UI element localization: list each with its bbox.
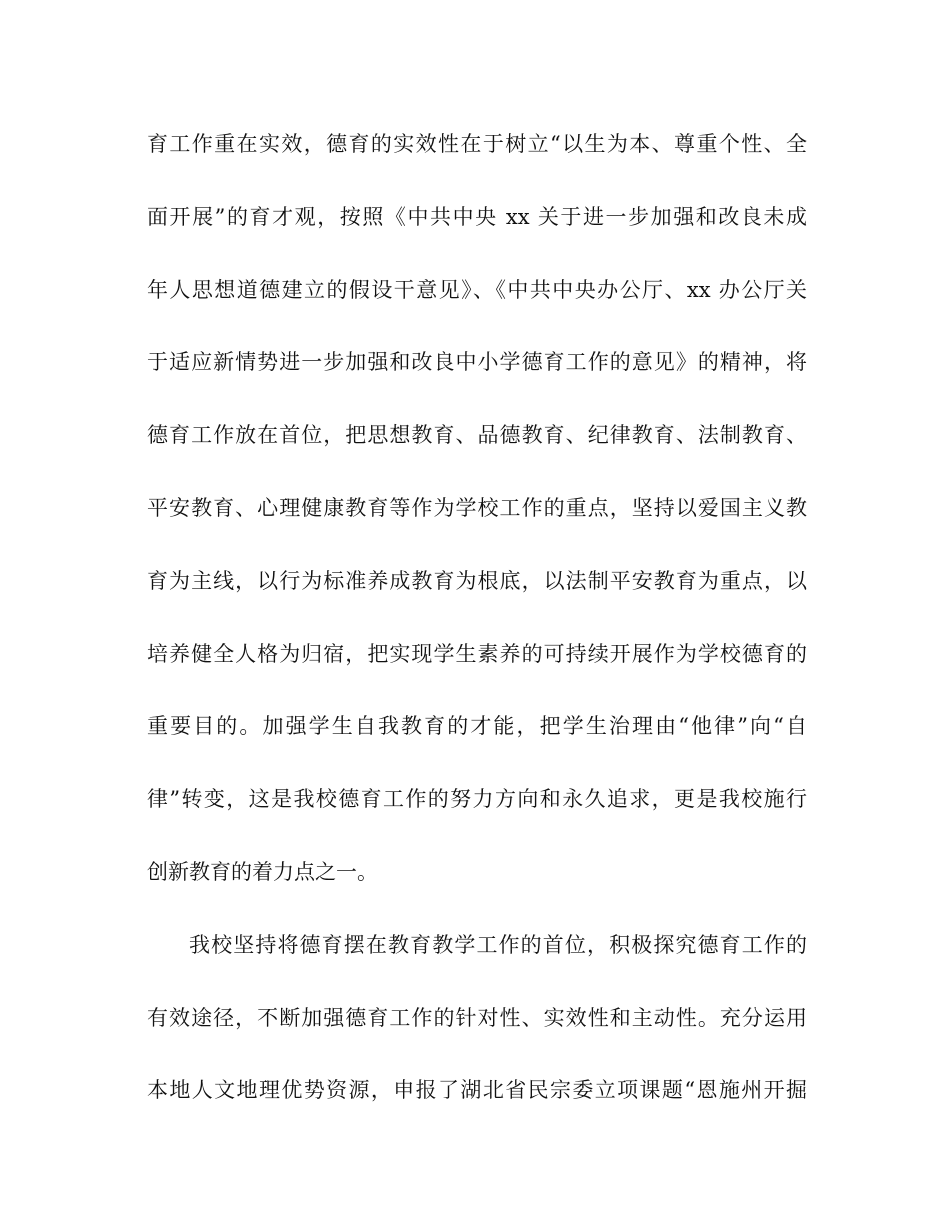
paragraph-line: 于适应新情势进一步加强和改良中小学德育工作的意见》的精神，将: [147, 350, 807, 375]
paragraph-line: 重要目的。加强学生自我教育的才能，把学生治理由“他律”向“自: [147, 714, 807, 739]
paragraph-line: 平安教育、心理健康教育等作为学校工作的重点，坚持以爱国主义教: [147, 495, 807, 520]
paragraph-line: 面开展”的育才观，按照《中共中央 xx 关于进一步加强和改良未成: [147, 204, 807, 229]
paragraph-line: 我校坚持将德育摆在教育教学工作的首位，积极探究德育工作的: [189, 932, 807, 957]
paragraph-2: [147, 919, 807, 1137]
paragraph-line: 创新教育的着力点之一。: [147, 859, 378, 884]
paragraph-line: 年人思想道德建立的假设干意见》、《中共中央办公厅、xx 办公厅关: [147, 277, 807, 302]
paragraph-line: 律”转变，这是我校德育工作的努力方向和永久追求，更是我校施行: [147, 787, 807, 812]
paragraph-1: [147, 118, 807, 919]
paragraph-line: 有效途径，不断加强德育工作的针对性、实效性和主动性。充分运用: [147, 1005, 807, 1030]
paragraph-line: 本地人文地理优势资源，申报了湖北省民宗委立项课题“恩施州开掘: [147, 1078, 807, 1103]
paragraph-line: 育为主线，以行为标准养成教育为根底，以法制平安教育为重点，以: [147, 568, 807, 593]
paragraph-line: 培养健全人格为归宿，把实现学生素养的可持续开展作为学校德育的: [147, 641, 807, 666]
document-body-text: [147, 118, 807, 1137]
paragraph-line: 德育工作放在首位，把思想教育、品德教育、纪律教育、法制教育、: [147, 423, 807, 448]
paragraph-line: 育工作重在实效，德育的实效性在于树立“以生为本、尊重个性、全: [147, 132, 807, 156]
